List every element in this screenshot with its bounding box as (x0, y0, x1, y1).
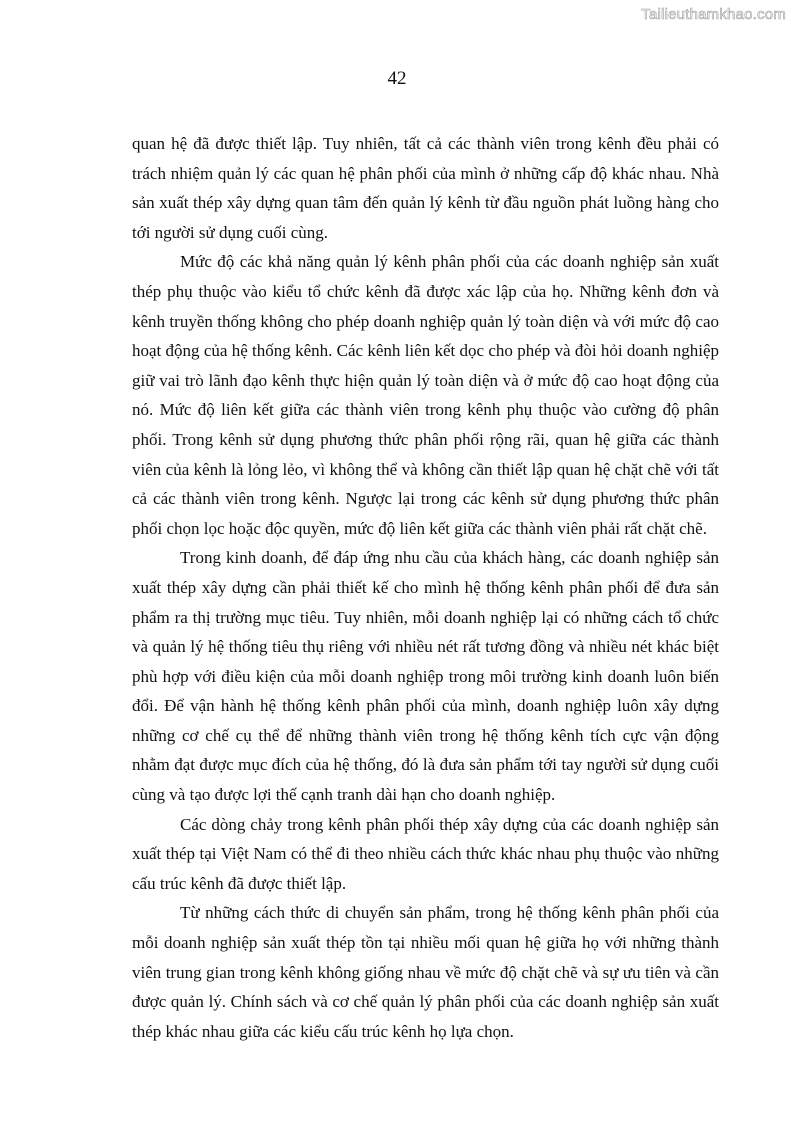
paragraph-4: Các dòng chảy trong kênh phân phối thép xây dựng của các doanh nghiệp sản xuất thép tại Việt Nam có thể đi theo nhiều cách thức khác nhau phụ thuộc vào những cấu trúc kênh đã được thiết lập. (132, 814, 719, 893)
document-body (132, 129, 719, 1046)
page-number: 42 (387, 68, 407, 89)
paragraph-3: Trong kinh doanh, để đáp ứng nhu cầu của khách hàng, các doanh nghiệp sản xuất thép xây dựng cần phải thiết kế cho mình hệ thống kênh phân phối để đưa sản phẩm ra thị trường mục tiêu. Tuy nhiên, mỗi doanh nghiệp lại có những cách tổ chức và quản lý hệ thống tiêu thụ riêng với nhiều nét rất tương đồng và nhiều nét khác biệt phù hợp với điều kiện của mỗi doanh nghiệp trong môi trường kinh doanh luôn biến đổi. Để vận hành hệ thống kênh phân phối của mình, doanh nghiệp luôn xây dựng những cơ chế cụ thể để những thành viên trong hệ thống kênh tích cực vận động nhằm đạt được mục đích của hệ thống, đó là đưa sản phẩm tới tay người sử dụng cuối cùng và tạo được lợi thế cạnh tranh dài hạn cho doanh nghiệp. (132, 548, 719, 805)
paragraph-2: Mức độ các khả năng quản lý kênh phân phối của các doanh nghiệp sản xuất thép phụ thuộc vào kiểu tổ chức kênh đã được xác lập của họ. Những kênh đơn và kênh truyền thống không cho phép doanh nghiệp quản lý toàn diện và với mức độ cao hoạt động của hệ thống kênh. Các kênh liên kết dọc cho phép và đòi hỏi doanh nghiệp giữ vai trò lãnh đạo kênh thực hiện quản lý toàn diện và ở mức độ cao hoạt động của nó. Mức độ liên kết giữa các thành viên trong kênh phụ thuộc vào cường độ phân phối. Trong kênh sử dụng phương thức phân phối rộng rãi, quan hệ giữa các thành viên của kênh là lỏng lẻo, vì không thể và không cần thiết lập quan hệ chặt chẽ với tất cả các thành viên trong kênh. Ngược lại trong các kênh sử dụng phương thức phân phối chọn lọc hoặc độc quyền, mức độ liên kết giữa các thành viên phải rất chặt chẽ. (132, 252, 719, 538)
watermark: Tailieuthamkhao.com (641, 6, 786, 23)
paragraph-5: Từ những cách thức di chuyển sản phẩm, trong hệ thống kênh phân phối của mỗi doanh nghiệp sản xuất thép tồn tại nhiều mối quan hệ giữa họ với những thành viên trung gian trong kênh không giống nhau về mức độ chặt chẽ và sự ưu tiên và cần được quản lý. Chính sách và cơ chế quản lý phân phối của các doanh nghiệp sản xuất thép khác nhau giữa các kiểu cấu trúc kênh họ lựa chọn. (132, 903, 719, 1041)
paragraph-1: quan hệ đã được thiết lập. Tuy nhiên, tất cả các thành viên trong kênh đều phải có trách nhiệm quản lý các quan hệ phân phối của mình ở những cấp độ khác nhau. Nhà sản xuất thép xây dựng quan tâm đến quản lý kênh từ đầu nguồn phát luồng hàng cho tới người sử dụng cuối cùng. (132, 134, 719, 242)
